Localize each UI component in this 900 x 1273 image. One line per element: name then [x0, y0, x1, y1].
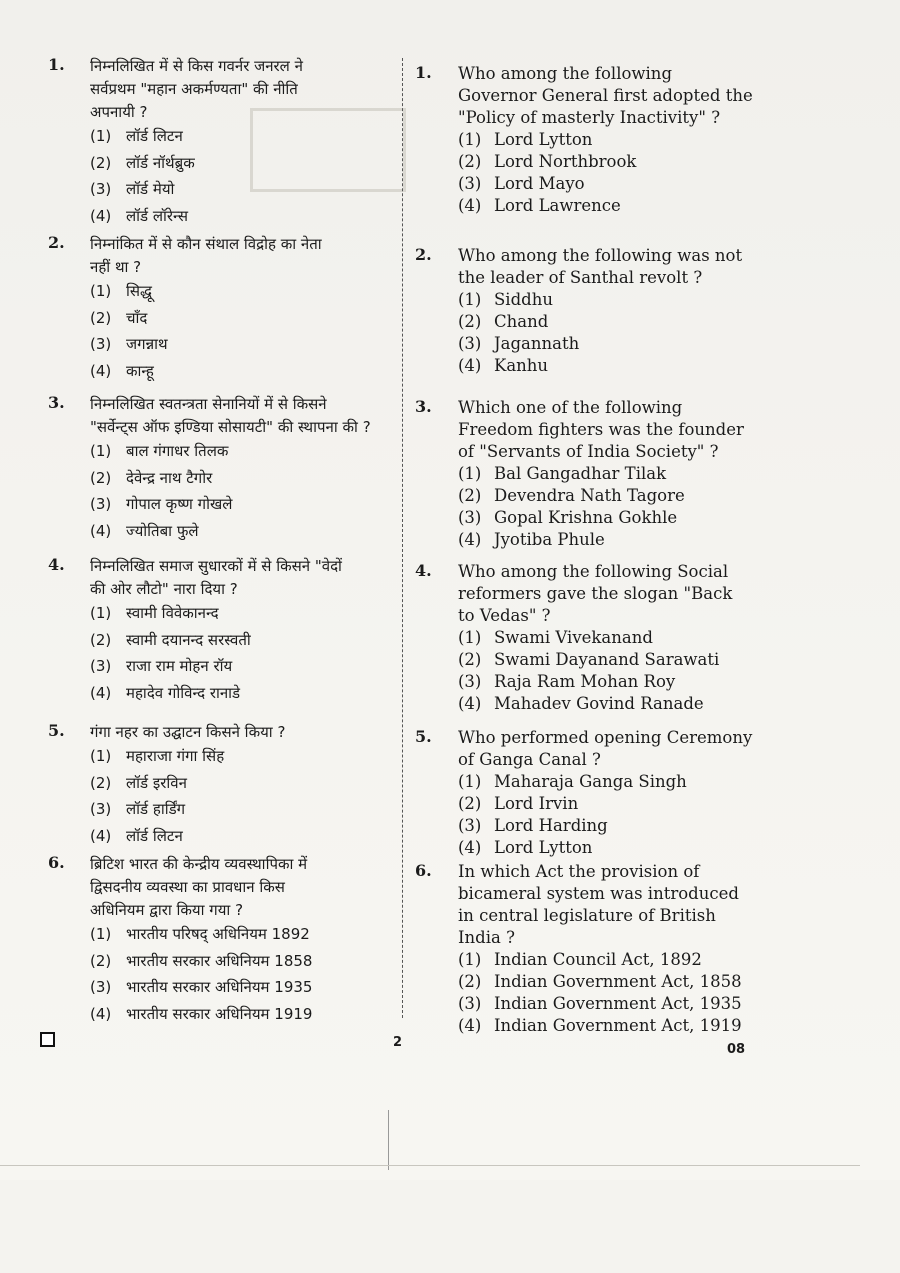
option-4[interactable] — [458, 694, 704, 713]
option-number: (4) — [458, 356, 482, 375]
option-text: Lord Harding — [494, 816, 608, 835]
option-4[interactable] — [90, 826, 183, 846]
option-number: (1) — [90, 442, 112, 460]
option-text: Lord Mayo — [494, 174, 585, 193]
option-number: (2) — [458, 794, 482, 813]
question-text-line: of "Servants of India Society" ? — [458, 442, 719, 461]
option-1[interactable] — [458, 290, 553, 309]
option-number: (4) — [90, 1004, 112, 1023]
option-text: लॉर्ड लिटन — [126, 826, 183, 845]
option-text: सिद्धू — [126, 282, 153, 300]
option-text: Indian Government Act, 1935 — [494, 994, 742, 1013]
option-1[interactable] — [90, 281, 152, 301]
option-text: लॉर्ड लॉरेन्स — [126, 206, 189, 225]
option-3[interactable] — [458, 174, 585, 193]
option-number: (2) — [90, 308, 112, 327]
option-number: (2) — [458, 152, 482, 171]
option-2[interactable] — [90, 468, 212, 488]
option-text: Indian Government Act, 1858 — [494, 972, 742, 991]
option-4[interactable] — [458, 196, 621, 215]
option-4[interactable] — [458, 1016, 742, 1035]
question-number: 4. — [48, 555, 65, 574]
question-text-line: In which Act the provision of — [458, 862, 700, 881]
option-number: (3) — [458, 174, 482, 193]
question-number: 6. — [48, 853, 65, 872]
option-text: लॉर्ड नॉर्थब्रुक — [126, 153, 195, 172]
question-text-line: India ? — [458, 928, 515, 947]
question-number: 5. — [415, 727, 432, 746]
column-divider — [402, 58, 403, 1018]
option-2[interactable] — [458, 486, 685, 505]
option-text: गोपाल कृष्ण गोखले — [126, 495, 233, 513]
option-number: (2) — [90, 773, 112, 792]
option-number: (1) — [458, 950, 482, 969]
option-number: (3) — [90, 978, 112, 996]
option-4[interactable] — [458, 838, 592, 857]
option-text: Jyotiba Phule — [494, 530, 605, 549]
option-3[interactable] — [458, 334, 579, 353]
question-text-line: निम्नलिखित स्वतन्त्रता सेनानियों में से किसने — [90, 395, 327, 413]
option-4[interactable] — [90, 683, 240, 703]
option-number: (2) — [458, 650, 482, 669]
option-number: (2) — [90, 630, 112, 649]
option-text: स्वामी विवेकानन्द — [126, 604, 219, 622]
option-number: (4) — [90, 683, 112, 702]
option-number: (4) — [90, 361, 112, 380]
question-number: 1. — [415, 63, 432, 82]
option-number: (3) — [90, 335, 112, 353]
option-4[interactable] — [458, 530, 605, 549]
question-text-line: Who among the following Social — [458, 562, 729, 581]
option-1[interactable] — [90, 126, 183, 146]
question-text-line: "Policy of masterly Inactivity" ? — [458, 108, 721, 127]
option-text: Jagannath — [494, 334, 580, 353]
question-text-line: Governor General first adopted the — [458, 86, 753, 105]
option-text: Mahadev Govind Ranade — [494, 694, 704, 713]
page-fold-line — [388, 1110, 389, 1170]
option-number: (1) — [90, 604, 112, 622]
option-text: Swami Vivekanand — [494, 628, 653, 647]
option-2[interactable] — [90, 630, 251, 650]
question-text-line: निम्नलिखित समाज सुधारकों में से किसने "वेदों — [90, 557, 342, 575]
option-3[interactable] — [458, 672, 675, 691]
option-number: (1) — [458, 464, 482, 483]
option-number: (4) — [90, 826, 112, 845]
option-number: (3) — [90, 657, 112, 675]
option-number: (1) — [458, 772, 482, 791]
question-text-line: reformers gave the slogan "Back — [458, 584, 733, 603]
option-2[interactable] — [458, 794, 578, 813]
question-text-line: अपनायी ? — [90, 103, 148, 121]
question-text-line: सर्वप्रथम "महान अकर्मण्यता" की नीति — [90, 80, 298, 98]
option-1[interactable] — [458, 950, 702, 969]
option-text: Lord Irvin — [494, 794, 579, 813]
option-text: Chand — [494, 312, 549, 331]
option-2[interactable] — [458, 312, 548, 331]
option-number: (4) — [90, 521, 112, 540]
option-3[interactable] — [90, 334, 168, 354]
option-2[interactable] — [458, 972, 742, 991]
option-number: (3) — [458, 672, 482, 691]
option-text: Kanhu — [494, 356, 549, 375]
question-text-line: to Vedas" ? — [458, 606, 551, 625]
question-number: 2. — [48, 233, 65, 252]
option-text: लॉर्ड लिटन — [126, 127, 183, 145]
option-1[interactable] — [458, 464, 666, 483]
option-4[interactable] — [90, 361, 154, 381]
question-text-line: Which one of the following — [458, 398, 683, 417]
option-text: ज्योतिबा फुले — [126, 521, 199, 540]
option-number: (1) — [90, 925, 112, 943]
option-text: Indian Council Act, 1892 — [494, 950, 702, 969]
option-number: (4) — [458, 530, 482, 549]
option-text: Siddhu — [494, 290, 553, 309]
option-text: भारतीय सरकार अधिनियम 1935 — [126, 978, 313, 996]
option-text: महादेव गोविन्द रानाडे — [126, 683, 241, 702]
option-number: (1) — [458, 290, 482, 309]
option-text: लॉर्ड इरविन — [126, 773, 187, 792]
paper-code: 08 — [727, 1042, 746, 1057]
question-text-line: in central legislature of British — [458, 906, 716, 925]
option-2[interactable] — [458, 650, 719, 669]
option-number: (4) — [458, 1016, 482, 1035]
page-bottom-edge — [0, 1165, 860, 1166]
option-3[interactable] — [458, 508, 677, 527]
option-1[interactable] — [458, 130, 592, 149]
option-2[interactable] — [90, 308, 147, 328]
option-3[interactable] — [90, 977, 312, 997]
option-number: (2) — [458, 972, 482, 991]
option-1[interactable] — [90, 924, 310, 944]
option-2[interactable] — [90, 773, 187, 793]
page-number: 2 — [393, 1035, 403, 1050]
option-number: (3) — [458, 994, 482, 1013]
option-text: भारतीय परिषद् अधिनियम 1892 — [126, 925, 310, 943]
option-1[interactable] — [458, 628, 653, 647]
option-4[interactable] — [90, 206, 188, 226]
option-4[interactable] — [90, 521, 199, 541]
question-number: 6. — [415, 861, 432, 880]
option-number: (2) — [90, 153, 112, 172]
option-number: (3) — [458, 816, 482, 835]
option-4[interactable] — [458, 356, 548, 375]
question-text-line: की ओर लौटो" नारा दिया ? — [90, 580, 238, 598]
option-number: (2) — [458, 486, 482, 505]
question-text-line: गंगा नहर का उद्घाटन किसने किया ? — [90, 723, 286, 741]
option-1[interactable] — [90, 603, 219, 623]
option-1[interactable] — [90, 441, 228, 461]
option-number: (4) — [458, 838, 482, 857]
option-number: (2) — [458, 312, 482, 331]
question-number: 2. — [415, 245, 432, 264]
question-number: 4. — [415, 561, 432, 580]
option-1[interactable] — [458, 772, 687, 791]
question-text-line: Freedom fighters was the founder — [458, 420, 744, 439]
option-text: Bal Gangadhar Tilak — [494, 464, 667, 483]
option-text: राजा राम मोहन रॉय — [126, 657, 233, 675]
option-text: Raja Ram Mohan Roy — [494, 672, 676, 691]
question-text-line: of Ganga Canal ? — [458, 750, 601, 769]
option-text: बाल गंगाधर तिलक — [126, 442, 229, 460]
option-3[interactable] — [90, 179, 174, 199]
option-number: (1) — [90, 282, 112, 300]
option-text: Devendra Nath Tagore — [494, 486, 685, 505]
option-number: (3) — [458, 508, 482, 527]
option-3[interactable] — [90, 494, 232, 514]
option-3[interactable] — [458, 816, 608, 835]
option-number: (3) — [90, 180, 112, 198]
option-text: Swami Dayanand Sarawati — [494, 650, 720, 669]
question-text-line: bicameral system was introduced — [458, 884, 739, 903]
option-text: भारतीय सरकार अधिनियम 1858 — [126, 951, 313, 970]
option-number: (4) — [458, 196, 482, 215]
option-text: महाराजा गंगा सिंह — [126, 747, 225, 765]
option-number: (4) — [90, 206, 112, 225]
option-text: लॉर्ड हार्डिंग — [126, 800, 186, 818]
question-text-line: ब्रिटिश भारत की केन्द्रीय व्यवस्थापिका में — [90, 855, 308, 873]
option-text: स्वामी दयानन्द सरस्वती — [126, 630, 251, 649]
option-text: Maharaja Ganga Singh — [494, 772, 687, 791]
option-number: (1) — [90, 127, 112, 145]
option-number: (1) — [458, 130, 482, 149]
option-number: (4) — [458, 694, 482, 713]
option-text: Lord Northbrook — [494, 152, 637, 171]
question-text-line: the leader of Santhal revolt ? — [458, 268, 703, 287]
option-number: (1) — [458, 628, 482, 647]
question-number: 3. — [48, 393, 65, 412]
question-text-line: Who performed opening Ceremony — [458, 728, 753, 747]
option-text: भारतीय सरकार अधिनियम 1919 — [126, 1004, 313, 1023]
option-text: Lord Lytton — [494, 130, 593, 149]
question-text-line: निम्नांकित में से कौन संथाल विद्रोह का नेता — [90, 235, 322, 253]
option-3[interactable] — [90, 656, 232, 676]
question-number: 3. — [415, 397, 432, 416]
option-3[interactable] — [90, 799, 185, 819]
option-2[interactable] — [458, 152, 636, 171]
option-1[interactable] — [90, 746, 224, 766]
option-text: Lord Lytton — [494, 838, 593, 857]
question-number: 5. — [48, 721, 65, 740]
option-text: जगन्नाथ — [126, 335, 168, 353]
option-text: कान्हू — [126, 361, 154, 380]
option-text: Gopal Krishna Gokhle — [494, 508, 678, 527]
question-text-line: Who among the following — [458, 64, 673, 83]
option-text: Indian Government Act, 1919 — [494, 1016, 742, 1035]
footer-square-mark — [40, 1032, 55, 1047]
option-text: चाँद — [126, 308, 148, 327]
option-number: (3) — [90, 495, 112, 513]
question-text-line: निम्नलिखित में से किस गवर्नर जनरल ने — [90, 57, 303, 75]
option-text: Lord Lawrence — [494, 196, 621, 215]
option-2[interactable] — [90, 951, 312, 971]
option-4[interactable] — [90, 1004, 312, 1024]
option-number: (2) — [90, 951, 112, 970]
option-3[interactable] — [458, 994, 742, 1013]
question-text-line: अधिनियम द्वारा किया गया ? — [90, 901, 244, 919]
question-text-line: द्विसदनीय व्यवस्था का प्रावधान किस — [90, 878, 285, 896]
question-number: 1. — [48, 55, 65, 74]
question-text-line: नहीं था ? — [90, 258, 142, 276]
question-text-line: Who among the following was not — [458, 246, 743, 265]
option-2[interactable] — [90, 153, 195, 173]
option-text: देवेन्द्र नाथ टैगोर — [126, 468, 213, 487]
question-text-line: "सर्वेन्ट्स ऑफ इण्डिया सोसायटी" की स्थापना की ? — [90, 418, 371, 436]
option-number: (1) — [90, 747, 112, 765]
option-number: (3) — [458, 334, 482, 353]
option-number: (3) — [90, 800, 112, 818]
option-number: (2) — [90, 468, 112, 487]
option-text: लॉर्ड मेयो — [126, 180, 175, 198]
